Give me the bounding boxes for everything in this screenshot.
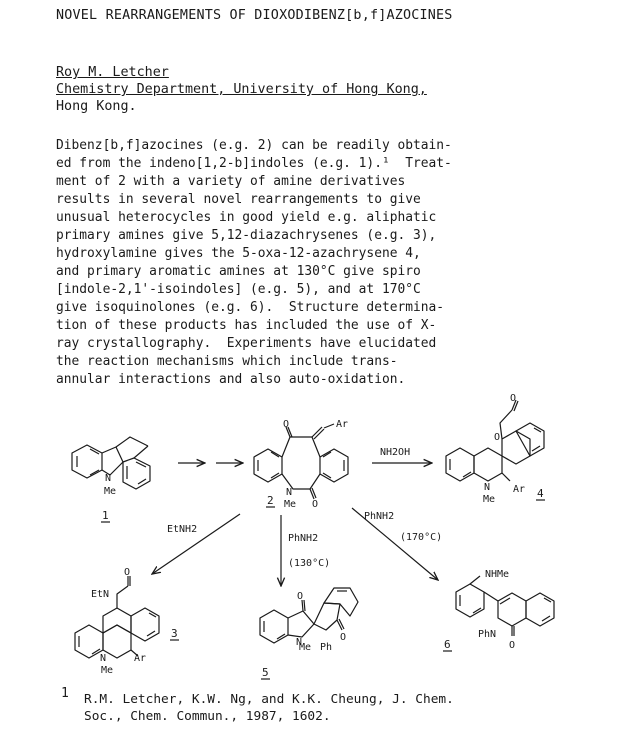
atom-label-etn-3: EtN	[91, 589, 110, 600]
atom-label-phn-6: PhN	[478, 629, 497, 640]
reaction-scheme	[0, 393, 627, 680]
atom-label-me-2: Me	[284, 499, 297, 510]
atom-label-ph-5: Ph	[320, 642, 333, 653]
abstract-line: unusual heterocycles in good yield e.g. aliphatic	[56, 210, 437, 225]
structure-compound-6	[456, 576, 554, 636]
abstract-line: ray crystallography. Experiments have elucidated	[56, 336, 437, 351]
reaction-temperature-130: (130°C)	[288, 558, 331, 569]
atom-label-nhme-6: NHMe	[485, 569, 510, 580]
atom-label-o-6: O	[509, 640, 516, 651]
atom-label-n-3: N	[100, 653, 107, 664]
atom-label-n-1: N	[105, 473, 112, 484]
atom-label-o-2: O	[283, 419, 290, 430]
affiliation-line-1: Chemistry Department, University of Hong Kong,	[56, 82, 427, 97]
footnote-line-2: Soc., Chem. Commun., 1987, 1602.	[84, 709, 331, 724]
atom-label-o-4b: O	[510, 393, 517, 404]
abstract-line: primary amines give 5,12-diazachrysenes (e.g. 3),	[56, 228, 437, 243]
paper-title: NOVEL REARRANGEMENTS OF DIOXODIBENZ[b,f]AZOCINES	[56, 8, 453, 23]
abstract-line: Dibenz[b,f]azocines (e.g. 2) can be readily obtain-	[56, 138, 452, 153]
atom-label-n-2: N	[286, 487, 293, 498]
reagent-aniline-130: PhNH2	[288, 533, 319, 544]
compound-label-2: 2	[267, 494, 274, 507]
reagent-hydroxylamine: NH2OH	[380, 447, 411, 458]
atom-label-o-4: O	[494, 432, 501, 443]
abstract-line: the reaction mechanisms which include trans-	[56, 354, 398, 369]
atom-label-o-5: O	[297, 591, 304, 602]
structure-compound-3	[75, 576, 159, 658]
atom-label-me-3: Me	[101, 665, 114, 676]
abstract-line: ment of 2 with a variety of amine derivatives	[56, 174, 406, 189]
atom-label-me-4: Me	[483, 494, 496, 505]
reagent-ethylamine: EtNH2	[167, 524, 198, 535]
atom-label-me-5: Me	[299, 642, 312, 653]
atom-label-o-3: O	[124, 567, 131, 578]
atom-label-o-5b: O	[340, 632, 347, 643]
abstract-line: [indole-2,1'-isoindoles] (e.g. 5), and at 170°C	[56, 282, 421, 297]
structure-compound-2	[254, 424, 348, 499]
compound-label-5: 5	[262, 666, 269, 679]
atom-label-ar-2: Ar	[336, 419, 349, 430]
abstract-line: results in several novel rearrangements to give	[56, 192, 421, 207]
compound-label-1: 1	[102, 509, 109, 522]
footnote	[84, 691, 454, 725]
reaction-temperature-170: (170°C)	[400, 532, 443, 543]
atom-label-n-4: N	[484, 482, 491, 493]
abstract-line: ed from the indeno[1,2-b]indoles (e.g. 1).¹ Treat-	[56, 156, 452, 171]
atom-label-n-5: N	[296, 637, 303, 648]
abstract-line: hydroxylamine gives the 5-oxa-12-azachrysene 4,	[56, 246, 421, 261]
author-block	[56, 64, 427, 115]
abstract-line: annular interactions and also auto-oxidation.	[56, 372, 406, 387]
arrow-2-to-3	[152, 514, 240, 574]
footnote-line-1: R.M. Letcher, K.W. Ng, and K.K. Cheung, J. Chem.	[84, 692, 454, 707]
atom-label-me-1: Me	[104, 486, 117, 497]
affiliation-line-2: Hong Kong.	[56, 99, 137, 114]
abstract-line: tion of these products has included the use of X-	[56, 318, 437, 333]
compound-label-3: 3	[171, 627, 178, 640]
compound-label-6: 6	[444, 638, 451, 651]
footnote-number: 1	[61, 686, 69, 701]
atom-label-ar-4: Ar	[513, 484, 526, 495]
atom-label-o-2b: O	[312, 499, 319, 510]
atom-label-ar-3: Ar	[134, 653, 147, 664]
abstract	[56, 137, 616, 389]
reagent-aniline-170: PhNH2	[364, 511, 395, 522]
abstract-line: give isoquinolones (e.g. 6). Structure determina-	[56, 300, 445, 315]
compound-label-4: 4	[537, 487, 544, 500]
author-name: Roy M. Letcher	[56, 65, 169, 80]
abstract-line: and primary aromatic amines at 130°C give spiro	[56, 264, 421, 279]
